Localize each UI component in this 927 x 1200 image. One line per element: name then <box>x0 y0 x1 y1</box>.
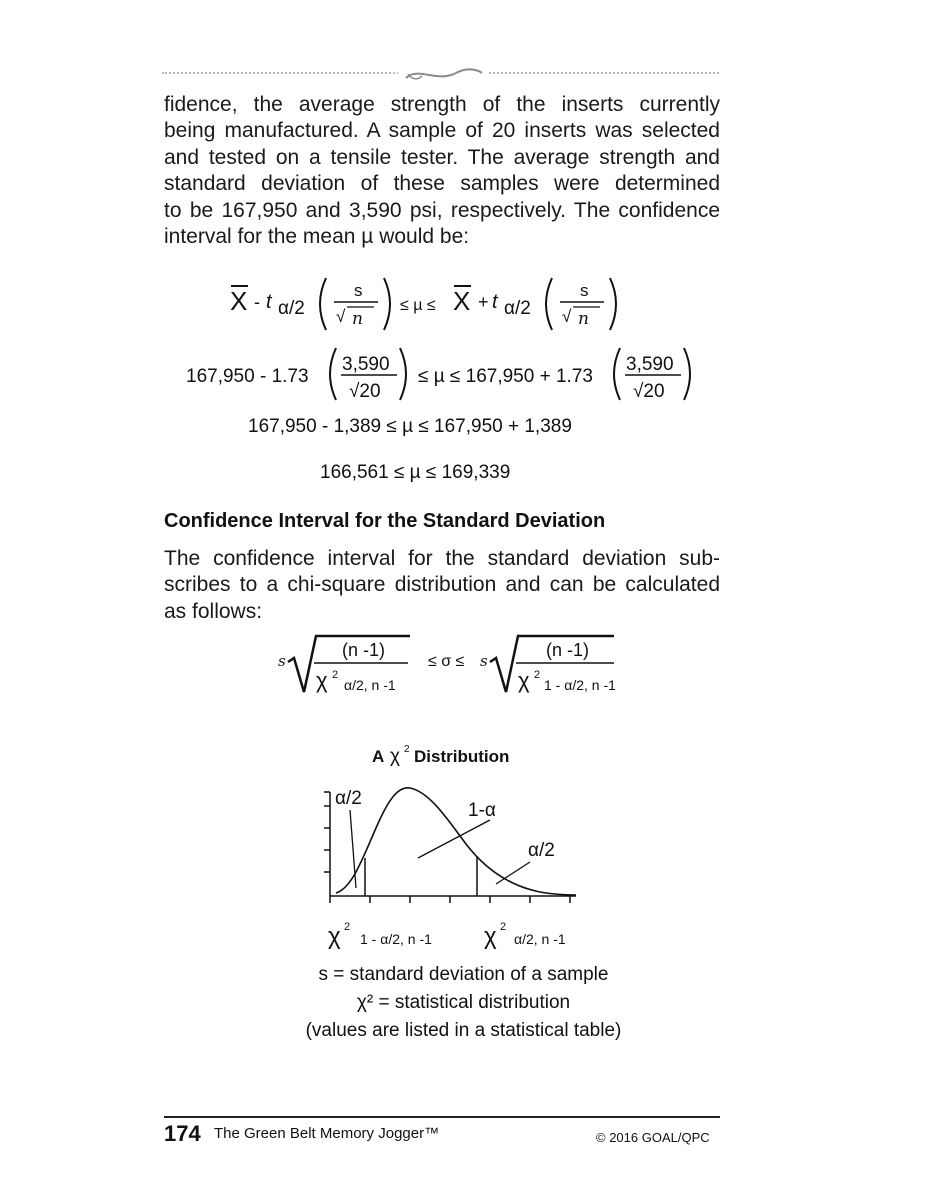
alpha-half-sub: α/2 <box>504 298 531 319</box>
step1-left: 167,950 - 1.73 <box>186 366 309 387</box>
numeric-step-2: 167,950 - 1,389 ≤ µ ≤ 167,950 + 1,389 <box>248 416 572 437</box>
one-minus-alpha-label: 1-α <box>468 800 496 821</box>
flourish-ornament <box>398 64 488 86</box>
sd-ci-formula <box>276 632 636 700</box>
text-line: The confidence interval for the standard deviation sub- <box>164 547 720 570</box>
xbar-symbol: X <box>453 286 471 316</box>
figure-title-text: Distribution <box>414 747 510 766</box>
text-line: standard deviation of these samples were determined <box>164 172 720 196</box>
xlabel-right-exponent: 2 <box>500 921 507 933</box>
leq-sigma-leq: ≤ σ ≤ <box>428 653 465 670</box>
xbar-symbol: X <box>230 286 248 316</box>
sqrt-symbol: √ <box>336 307 346 326</box>
t-symbol: t <box>266 291 272 313</box>
sd-numerator: (n -1) <box>546 640 590 660</box>
legend-line: χ² = statistical distribution <box>356 992 571 1013</box>
n-denominator: n <box>578 309 589 329</box>
xlabel-left-exponent: 2 <box>344 921 351 933</box>
copyright-notice: © 2016 GOAL/QPC <box>596 1130 710 1145</box>
sd-numerator: (n -1) <box>342 640 386 660</box>
chi-subscript: α/2, n -1 <box>344 677 396 693</box>
section-heading: Confidence Interval for the Standard Deviation <box>164 510 606 532</box>
step1-middle: ≤ µ ≤ 167,950 + 1.73 <box>418 366 593 387</box>
text-line: to be 167,950 and 3,590 psi, respectively. The confidence <box>164 198 720 222</box>
s-numerator: s <box>354 281 363 300</box>
chi-subscript: 1 - α/2, n -1 <box>544 677 616 693</box>
chi-symbol: χ <box>518 668 530 693</box>
page-number: 174 <box>164 1121 201 1146</box>
xlabel-left-chi: χ <box>328 923 341 950</box>
xlabel-left: 1 - α/2, n -1 <box>360 931 432 947</box>
chi-symbol: χ <box>316 668 328 693</box>
text-line: fidence, the average strength of the inserts currently <box>164 93 720 116</box>
figure-title-chi: χ <box>390 746 400 767</box>
text-line: as follows: <box>164 599 263 623</box>
chi-square-figure <box>300 738 600 954</box>
sd-paragraph <box>164 546 720 625</box>
text-line: being manufactured. A sample of 20 inserts was selected <box>164 119 720 143</box>
step1-numerator: 3,590 <box>342 354 390 375</box>
footer-divider <box>164 1116 720 1118</box>
chi-exponent: 2 <box>534 669 541 681</box>
minus-sign: - <box>254 292 260 312</box>
alpha-half-sub: α/2 <box>278 298 305 319</box>
n-denominator: n <box>352 309 363 329</box>
text-line: and tested on a tensile tester. The average strength and <box>164 145 720 169</box>
s-coefficient: s <box>278 652 286 670</box>
step1-numerator: 3,590 <box>626 354 674 375</box>
s-numerator: s <box>580 281 589 300</box>
mean-ci-formula <box>226 272 636 336</box>
intro-paragraph <box>164 92 720 250</box>
alpha-half-right-label: α/2 <box>528 840 555 861</box>
chi-exponent: 2 <box>332 669 339 681</box>
figure-title-a: A <box>372 747 385 766</box>
book-title: The Green Belt Memory Jogger™ <box>214 1125 440 1142</box>
text-line: scribes to a chi-square distribution and can be calculated <box>164 573 720 597</box>
numeric-step-1 <box>186 342 696 406</box>
s-coefficient: s <box>480 652 488 670</box>
legend-line: s = standard deviation of a sample <box>318 964 609 985</box>
figure-title-exponent: 2 <box>404 744 410 755</box>
alpha-half-left-label: α/2 <box>335 788 362 809</box>
text-line: interval for the mean µ would be: <box>164 225 470 249</box>
xlabel-right: α/2, n -1 <box>514 931 566 947</box>
plus-sign: + <box>478 292 489 312</box>
xlabel-right-chi: χ <box>484 923 497 950</box>
sqrt-symbol: √ <box>562 307 572 326</box>
t-symbol: t <box>492 291 498 313</box>
step1-denominator: √20 <box>349 381 381 402</box>
numeric-step-3: 166,561 ≤ µ ≤ 169,339 <box>320 462 511 483</box>
legend-line: (values are listed in a statistical table) <box>305 1020 622 1041</box>
leq-mu-leq: ≤ µ ≤ <box>400 297 436 314</box>
step1-denominator: √20 <box>633 381 665 402</box>
